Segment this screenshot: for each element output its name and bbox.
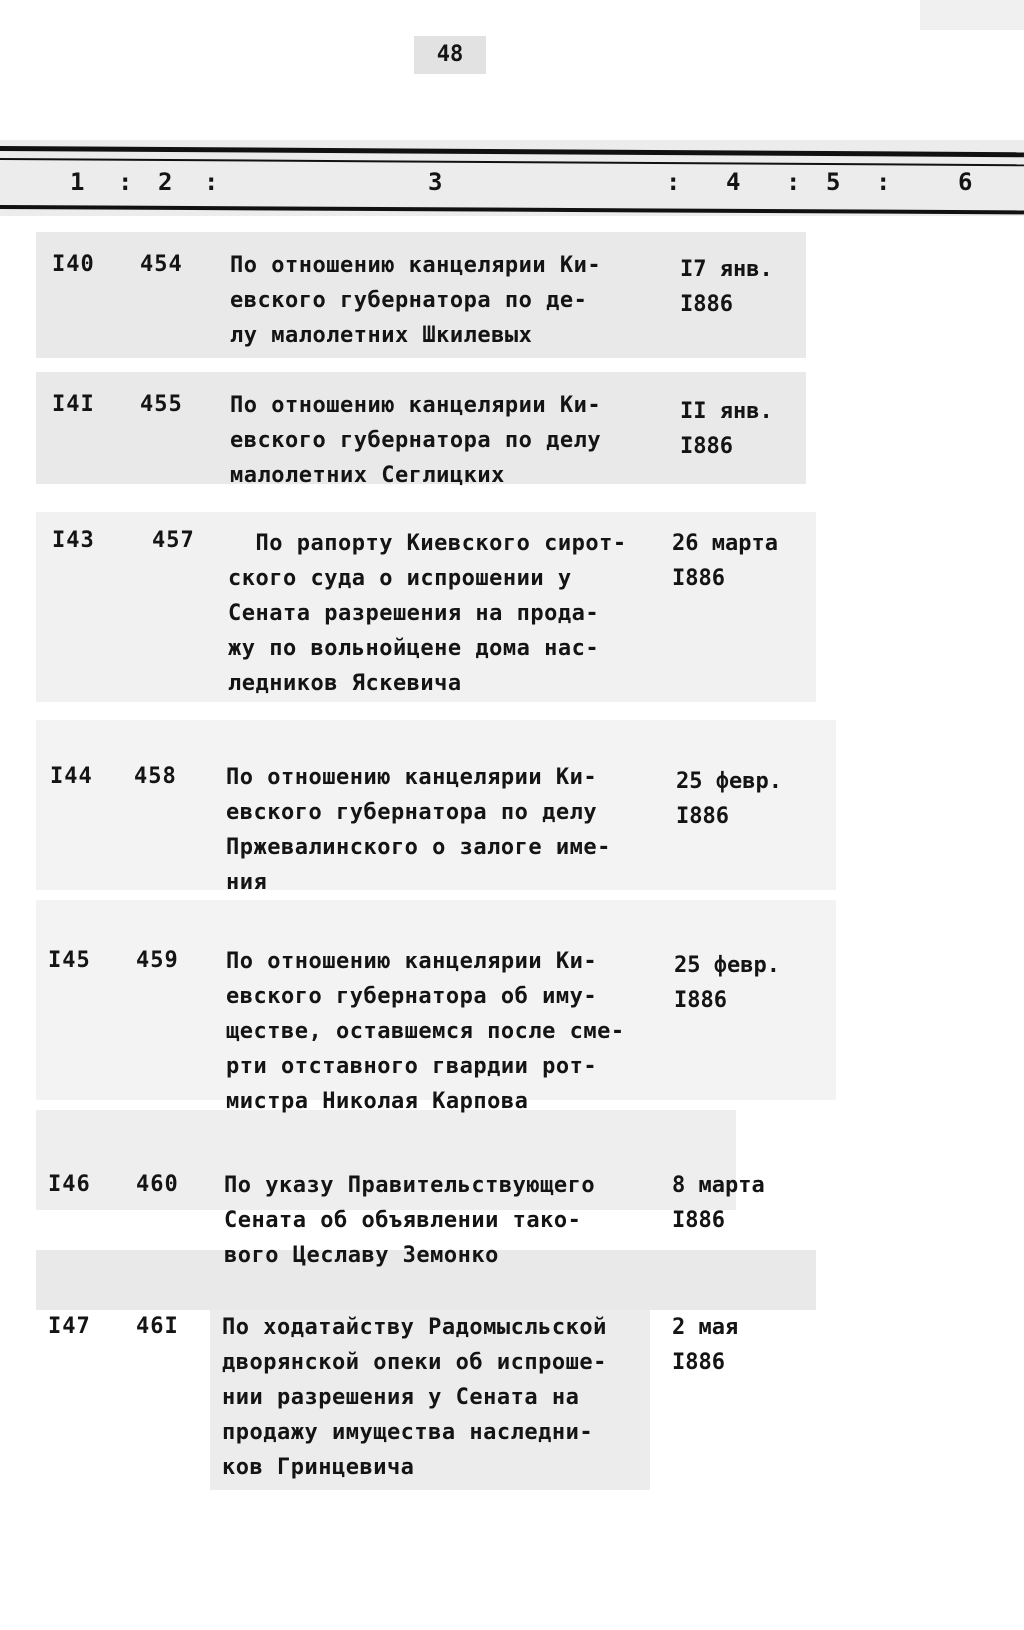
case-number: 460 [136,1172,179,1197]
column-separator: : [786,168,801,196]
entry-number: I47 [48,1314,91,1339]
case-number: 458 [134,764,177,789]
entry-number: I44 [50,764,93,789]
case-date: 25 февр. I886 [674,953,780,1013]
case-description: По отношению канцелярии Ки- евского губернатора по делу Пржевалинского о залоге име- ния [226,765,611,895]
column-separator: : [666,168,681,196]
entry-number: I45 [48,948,91,973]
column-header-1: 1 [70,168,85,196]
entry-number: I43 [52,528,95,553]
case-date: 25 февр. I886 [676,769,782,829]
page-number: 48 [414,36,486,74]
column-separator: : [876,168,891,196]
column-header-6: 6 [958,168,973,196]
column-separator: : [118,168,133,196]
case-description: По отношению канцелярии Ки- евского губернатора по де- лу малолетних Шкилевых [230,253,602,348]
column-separator: : [204,168,219,196]
case-date: 2 мая I886 [672,1315,739,1375]
case-description: По рапорту Киевского сирот- ского суда о испрошении у Сената разрешения на прода- жу по вольнойцене дома нас- ледников Яскевича [228,531,627,696]
case-number: 457 [152,528,195,553]
case-description: По отношению канцелярии Ки- евского губернатора об иму- ществе, оставшемся после сме- рти отставного гвардии рот- мистра Николая Карпова [226,949,625,1114]
entry-number: I46 [48,1172,91,1197]
case-date: 26 марта I886 [672,531,778,591]
case-description: По ходатайству Радомысльской дворянской опеки об испроше- нии разрешения у Сената на продажу имущества наследни- ков Гринцевича [222,1315,607,1480]
case-number: 46I [136,1314,179,1339]
column-header-3: 3 [428,168,443,196]
case-number: 455 [140,392,183,417]
scan-shading [920,0,1024,30]
case-date: I7 янв. I886 [680,257,773,317]
entry-number: I4I [52,392,95,417]
case-date: 8 марта I886 [672,1173,765,1233]
entry-number: I40 [52,252,95,277]
case-number: 454 [140,252,183,277]
case-number: 459 [136,948,179,973]
case-description: По отношению канцелярии Ки- евского губернатора по делу малолетних Сеглицких [230,393,602,488]
column-header-2: 2 [158,168,173,196]
column-header-5: 5 [826,168,841,196]
case-date: II янв. I886 [680,399,773,459]
column-header-4: 4 [726,168,741,196]
case-description: По указу Правительствующего Сената об объявлении тако- вого Цеславу Земонко [224,1173,596,1268]
